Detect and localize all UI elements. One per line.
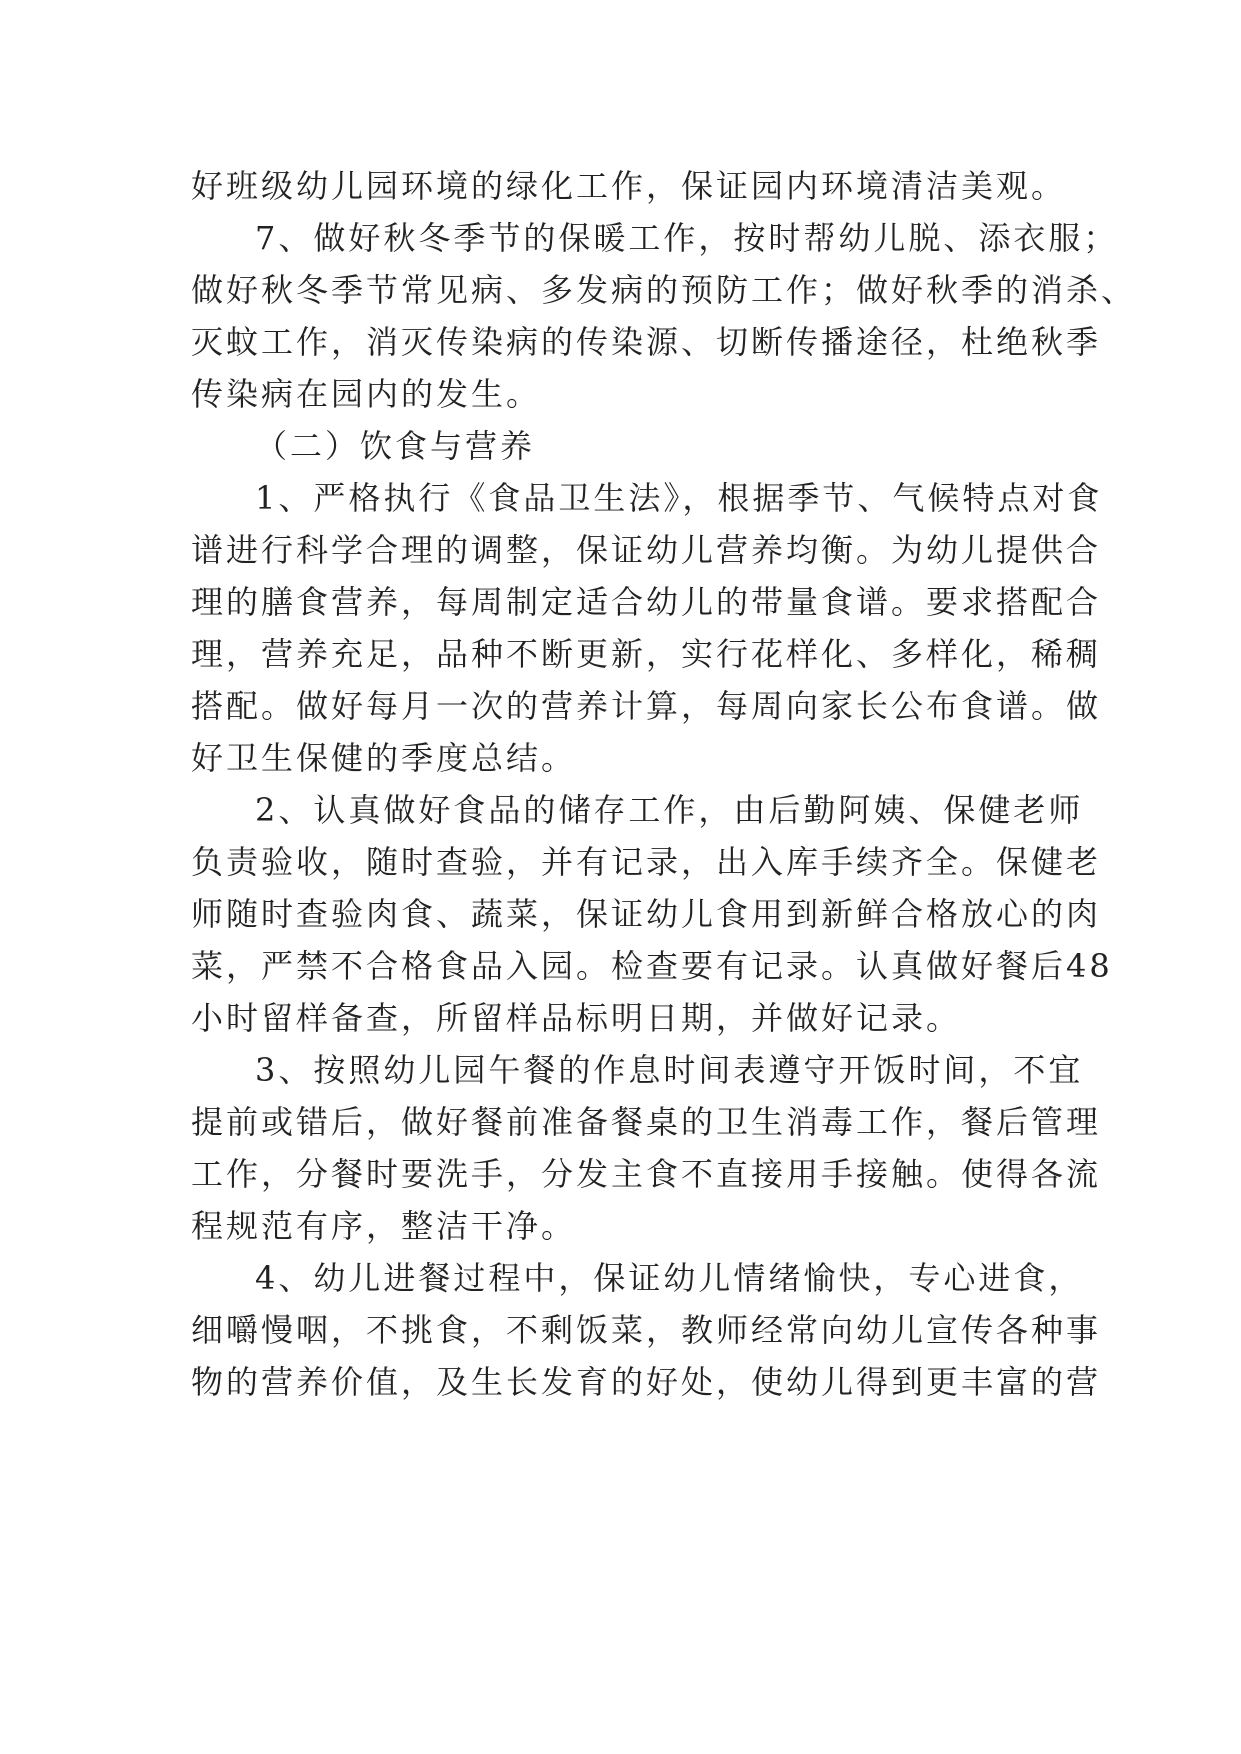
text-line: 程规范有序，整洁干净。 xyxy=(191,1207,577,1245)
text-line: 工作，分餐时要洗手，分发主食不直接用手接触。使得各流 xyxy=(191,1155,1102,1193)
text-line: 1、严格执行《食品卫生法》，根据季节、气候特点对食 xyxy=(255,479,1103,517)
text-line: 3、按照幼儿园午餐的作息时间表遵守开饭时间，不宜 xyxy=(255,1051,1084,1089)
text-line: 师随时查验肉食、蔬菜，保证幼儿食用到新鲜合格放心的肉 xyxy=(191,895,1102,933)
text-line: 好卫生保健的季度总结。 xyxy=(191,739,577,777)
text-line: 理的膳食营养，每周制定适合幼儿的带量食谱。要求搭配合 xyxy=(191,583,1102,621)
text-line: 4、幼儿进餐过程中，保证幼儿情绪愉快，专心进食， xyxy=(255,1259,1084,1297)
text-line: 灭蚊工作，消灭传染病的传染源、切断传播途径，杜绝秋季 xyxy=(191,323,1102,361)
text-line: 好班级幼儿园环境的绿化工作，保证园内环境清洁美观。 xyxy=(191,167,1067,205)
text-line: 菜，严禁不合格食品入园。检查要有记录。认真做好餐后48 xyxy=(191,947,1113,985)
text-line: 谱进行科学合理的调整，保证幼儿营养均衡。为幼儿提供合 xyxy=(191,531,1102,569)
text-line: 传染病在园内的发生。 xyxy=(191,375,542,413)
text-line: 7、做好秋冬季节的保暖工作，按时帮幼儿脱、添衣服； xyxy=(255,219,1119,257)
text-line: 细嚼慢咽，不挑食，不剩饭菜，教师经常向幼儿宣传各种事 xyxy=(191,1311,1102,1349)
section-heading: （二）饮食与营养 xyxy=(255,427,536,465)
text-line: 做好秋冬季节常见病、多发病的预防工作；做好秋季的消杀、 xyxy=(191,271,1137,309)
text-line: 理，营养充足，品种不断更新，实行花样化、多样化，稀稠 xyxy=(191,635,1102,673)
text-line: 2、认真做好食品的储存工作，由后勤阿姨、保健老师 xyxy=(255,791,1084,829)
text-line: 物的营养价值，及生长发育的好处，使幼儿得到更丰富的营 xyxy=(191,1363,1102,1401)
text-line: 小时留样备查，所留样品标明日期，并做好记录。 xyxy=(191,999,962,1037)
text-line: 提前或错后，做好餐前准备餐桌的卫生消毒工作，餐后管理 xyxy=(191,1103,1102,1141)
text-line: 搭配。做好每月一次的营养计算，每周向家长公布食谱。做 xyxy=(191,687,1102,725)
text-line: 负责验收，随时查验，并有记录，出入库手续齐全。保健老 xyxy=(191,843,1102,881)
